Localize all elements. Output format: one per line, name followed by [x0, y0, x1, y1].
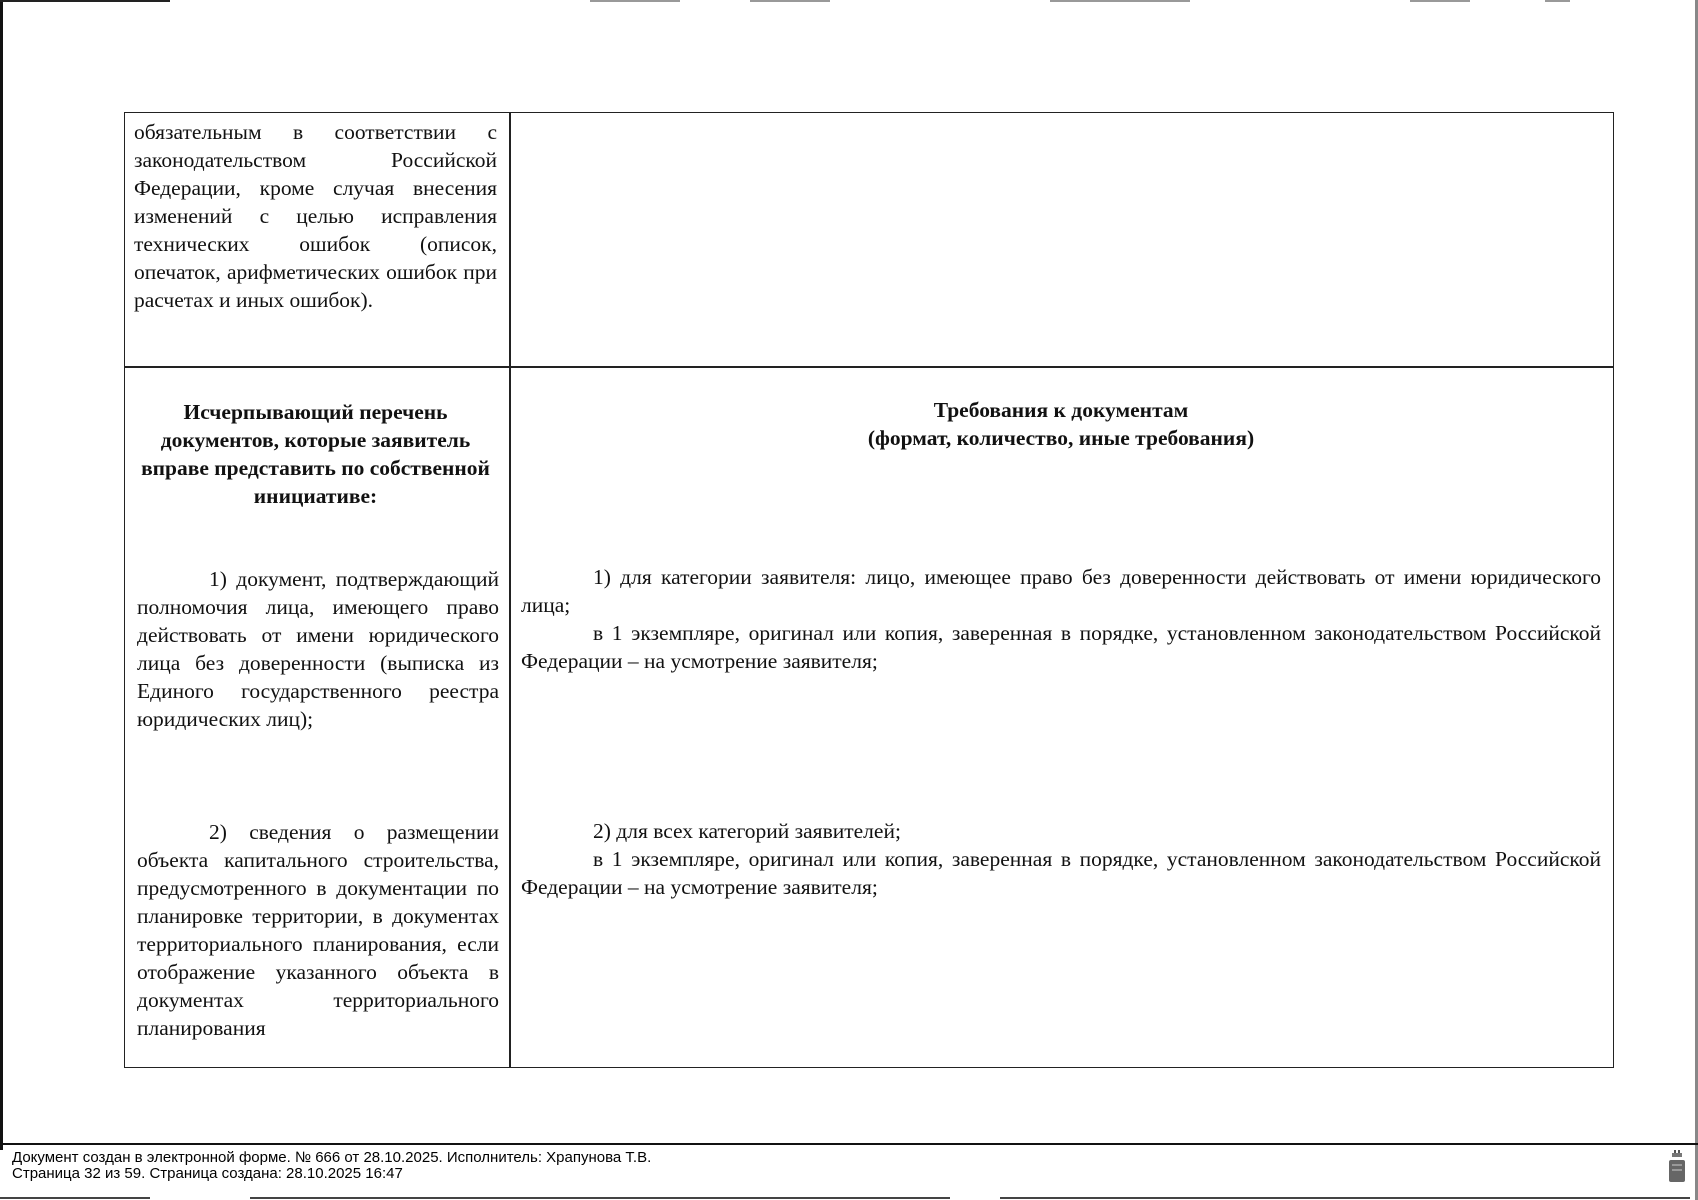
right-column-header	[521, 396, 1601, 452]
requirement-category: 1) для категории заявителя: лицо, имеющее право без доверенности действовать от имени юридического лица;	[521, 565, 1601, 617]
right-header-title: Требования к документам	[933, 398, 1189, 422]
requirement-item-2	[521, 817, 1601, 901]
document-item-1: 1) документ, подтверждающий полномочия лица, имеющего право действовать от имени юридического лица без доверенности (выписка из Единого государственного реестра юридических лиц);	[137, 567, 499, 731]
requirement-text: в 1 экземпляре, оригинал или копия, заверенная в порядке, установленном законодательством Российской Федерации – на усмотрение заявителя;	[521, 847, 1601, 899]
scan-mark	[1000, 1197, 1690, 1199]
left-column-header: Исчерпывающий перечень документов, которые заявитель вправе представить по собственной инициативе:	[141, 400, 490, 508]
scan-edge-left	[0, 0, 3, 1150]
footer-line-2: Страница 32 из 59. Страница создана: 28.10.2025 16:47	[12, 1165, 403, 1182]
document-stamp-icon	[1667, 1149, 1687, 1183]
scan-mark	[1545, 0, 1570, 2]
scan-mark	[250, 1197, 950, 1199]
requirement-item-1	[521, 563, 1601, 675]
scan-edge-top	[0, 0, 170, 2]
footer-line-1: Документ создан в электронной форме. № 666 от 28.10.2025. Исполнитель: Храпунова Т.В.	[12, 1149, 652, 1166]
scan-mark	[750, 0, 830, 2]
document-item-2: 2) сведения о размещении объекта капитального строительства, предусмотренного в документации по планировке территории, в документах территориального планирования, если отображение указанного объекта в документах территориального планирования	[137, 820, 499, 1040]
footer-divider	[0, 1143, 1698, 1145]
row-divider	[125, 366, 1613, 368]
scan-mark	[590, 0, 680, 2]
requirement-category: 2) для всех категорий заявителей;	[593, 819, 901, 843]
document-footer	[12, 1150, 651, 1182]
column-divider	[509, 113, 511, 1067]
scan-mark	[0, 1197, 150, 1199]
requirement-text: в 1 экземпляре, оригинал или копия, заверенная в порядке, установленном законодательством Российской Федерации – на усмотрение заявителя;	[521, 621, 1601, 673]
requirements-table	[124, 112, 1614, 1068]
scan-mark	[1410, 0, 1470, 2]
scan-mark	[1050, 0, 1190, 2]
continued-text-cell: обязательным в соответствии с законодательством Российской Федерации, кроме случая внесения изменений с целью исправления технических ошибок (описок, опечаток, арифметических ошибок при расчетах и иных ошибок).	[134, 120, 497, 312]
right-header-subtitle: (формат, количество, иные требования)	[867, 426, 1255, 450]
